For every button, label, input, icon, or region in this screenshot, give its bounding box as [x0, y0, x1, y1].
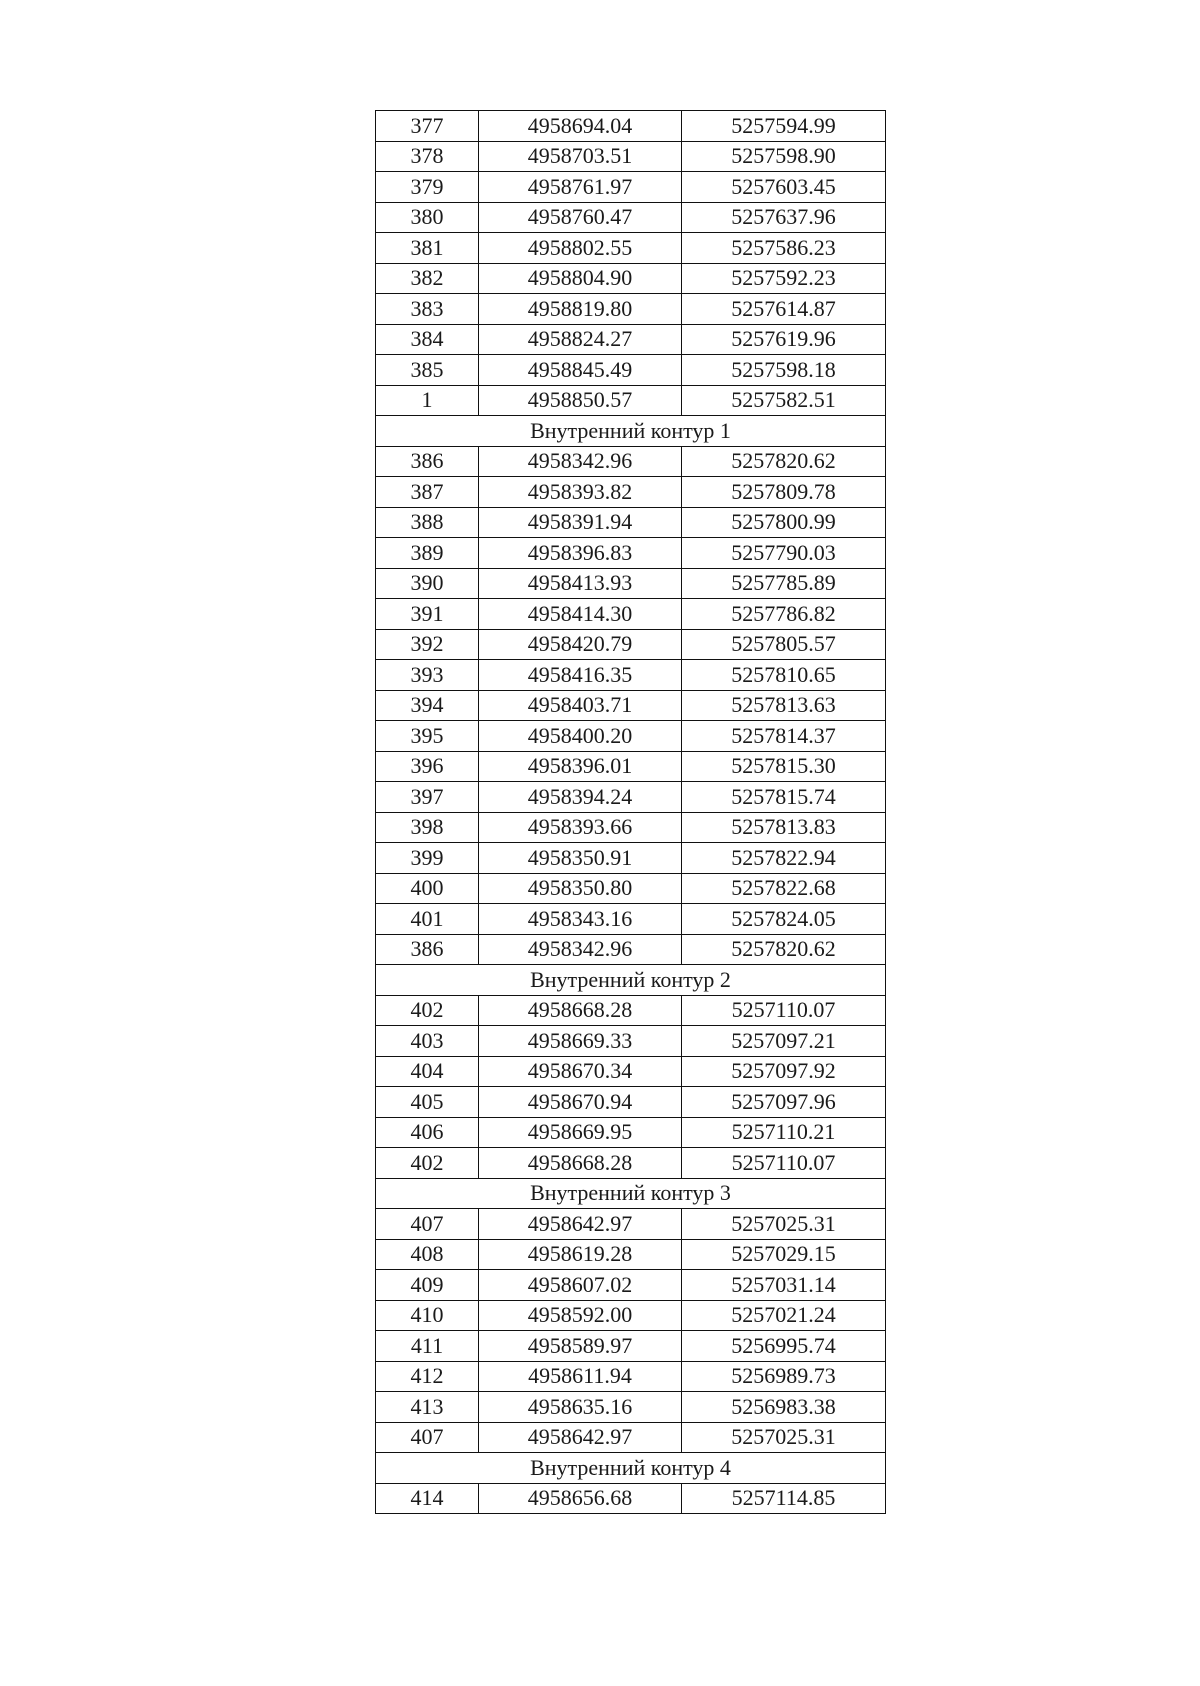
- y-coordinate-cell: 5257110.21: [682, 1117, 886, 1148]
- table-row: [376, 812, 886, 843]
- y-coordinate-cell: 5257820.62: [682, 934, 886, 965]
- y-coordinate-cell: 5257097.21: [682, 1026, 886, 1057]
- table-row: [376, 782, 886, 813]
- y-coordinate-cell: 5257114.85: [682, 1483, 886, 1514]
- x-coordinate-cell: 4958350.80: [479, 873, 682, 904]
- section-header-row: [376, 1453, 886, 1484]
- x-coordinate-cell: 4958850.57: [479, 385, 682, 416]
- x-coordinate-cell: 4958668.28: [479, 995, 682, 1026]
- table-row: [376, 1361, 886, 1392]
- x-coordinate-cell: 4958694.04: [479, 111, 682, 142]
- x-coordinate-cell: 4958669.33: [479, 1026, 682, 1057]
- x-coordinate-cell: 4958656.68: [479, 1483, 682, 1514]
- y-coordinate-cell: 5257021.24: [682, 1300, 886, 1331]
- point-number-cell: 377: [376, 111, 479, 142]
- y-coordinate-cell: 5257786.82: [682, 599, 886, 630]
- x-coordinate-cell: 4958393.66: [479, 812, 682, 843]
- coordinates-table: [375, 110, 886, 1514]
- table-row: [376, 477, 886, 508]
- table-row: [376, 507, 886, 538]
- point-number-cell: 404: [376, 1056, 479, 1087]
- table-row: [376, 294, 886, 325]
- y-coordinate-cell: 5257820.62: [682, 446, 886, 477]
- point-number-cell: 381: [376, 233, 479, 264]
- section-header-row: [376, 416, 886, 447]
- y-coordinate-cell: 5257598.18: [682, 355, 886, 386]
- y-coordinate-cell: 5257603.45: [682, 172, 886, 203]
- x-coordinate-cell: 4958802.55: [479, 233, 682, 264]
- table-row: [376, 934, 886, 965]
- x-coordinate-cell: 4958761.97: [479, 172, 682, 203]
- y-coordinate-cell: 5257025.31: [682, 1209, 886, 1240]
- y-coordinate-cell: 5256989.73: [682, 1361, 886, 1392]
- point-number-cell: 405: [376, 1087, 479, 1118]
- x-coordinate-cell: 4958396.01: [479, 751, 682, 782]
- x-coordinate-cell: 4958400.20: [479, 721, 682, 752]
- table-row: [376, 995, 886, 1026]
- x-coordinate-cell: 4958824.27: [479, 324, 682, 355]
- table-row: [376, 1392, 886, 1423]
- y-coordinate-cell: 5257813.63: [682, 690, 886, 721]
- point-number-cell: 402: [376, 1148, 479, 1179]
- table-row: [376, 904, 886, 935]
- point-number-cell: 386: [376, 446, 479, 477]
- y-coordinate-cell: 5256995.74: [682, 1331, 886, 1362]
- table-row: [376, 324, 886, 355]
- table-row: [376, 1148, 886, 1179]
- point-number-cell: 406: [376, 1117, 479, 1148]
- y-coordinate-cell: 5257110.07: [682, 995, 886, 1026]
- y-coordinate-cell: 5257592.23: [682, 263, 886, 294]
- point-number-cell: 378: [376, 141, 479, 172]
- x-coordinate-cell: 4958804.90: [479, 263, 682, 294]
- y-coordinate-cell: 5257822.94: [682, 843, 886, 874]
- table-row: [376, 263, 886, 294]
- point-number-cell: 383: [376, 294, 479, 325]
- y-coordinate-cell: 5257815.30: [682, 751, 886, 782]
- point-number-cell: 382: [376, 263, 479, 294]
- point-number-cell: 395: [376, 721, 479, 752]
- point-number-cell: 1: [376, 385, 479, 416]
- table-row: [376, 660, 886, 691]
- x-coordinate-cell: 4958611.94: [479, 1361, 682, 1392]
- x-coordinate-cell: 4958607.02: [479, 1270, 682, 1301]
- x-coordinate-cell: 4958703.51: [479, 141, 682, 172]
- table-row: [376, 599, 886, 630]
- point-number-cell: 380: [376, 202, 479, 233]
- section-label: Внутренний контур 4: [376, 1453, 886, 1484]
- point-number-cell: 386: [376, 934, 479, 965]
- point-number-cell: 388: [376, 507, 479, 538]
- section-header-row: [376, 1178, 886, 1209]
- y-coordinate-cell: 5257029.15: [682, 1239, 886, 1270]
- x-coordinate-cell: 4958350.91: [479, 843, 682, 874]
- x-coordinate-cell: 4958670.34: [479, 1056, 682, 1087]
- table-row: [376, 1026, 886, 1057]
- x-coordinate-cell: 4958589.97: [479, 1331, 682, 1362]
- y-coordinate-cell: 5257637.96: [682, 202, 886, 233]
- x-coordinate-cell: 4958669.95: [479, 1117, 682, 1148]
- x-coordinate-cell: 4958668.28: [479, 1148, 682, 1179]
- point-number-cell: 414: [376, 1483, 479, 1514]
- point-number-cell: 407: [376, 1209, 479, 1240]
- point-number-cell: 389: [376, 538, 479, 569]
- x-coordinate-cell: 4958642.97: [479, 1422, 682, 1453]
- x-coordinate-cell: 4958670.94: [479, 1087, 682, 1118]
- table-row: [376, 721, 886, 752]
- table-row: [376, 690, 886, 721]
- y-coordinate-cell: 5257598.90: [682, 141, 886, 172]
- y-coordinate-cell: 5257785.89: [682, 568, 886, 599]
- point-number-cell: 390: [376, 568, 479, 599]
- point-number-cell: 398: [376, 812, 479, 843]
- section-label: Внутренний контур 2: [376, 965, 886, 996]
- point-number-cell: 394: [376, 690, 479, 721]
- x-coordinate-cell: 4958342.96: [479, 446, 682, 477]
- point-number-cell: 392: [376, 629, 479, 660]
- x-coordinate-cell: 4958343.16: [479, 904, 682, 935]
- point-number-cell: 396: [376, 751, 479, 782]
- table-row: [376, 1483, 886, 1514]
- x-coordinate-cell: 4958819.80: [479, 294, 682, 325]
- x-coordinate-cell: 4958760.47: [479, 202, 682, 233]
- table-row: [376, 1270, 886, 1301]
- point-number-cell: 387: [376, 477, 479, 508]
- point-number-cell: 379: [376, 172, 479, 203]
- y-coordinate-cell: 5257809.78: [682, 477, 886, 508]
- point-number-cell: 412: [376, 1361, 479, 1392]
- y-coordinate-cell: 5257097.92: [682, 1056, 886, 1087]
- table-row: [376, 1331, 886, 1362]
- x-coordinate-cell: 4958413.93: [479, 568, 682, 599]
- table-row: [376, 873, 886, 904]
- y-coordinate-cell: 5257790.03: [682, 538, 886, 569]
- table-row: [376, 538, 886, 569]
- point-number-cell: 399: [376, 843, 479, 874]
- y-coordinate-cell: 5257025.31: [682, 1422, 886, 1453]
- table-row: [376, 1300, 886, 1331]
- table-row: [376, 1117, 886, 1148]
- table-row: [376, 233, 886, 264]
- y-coordinate-cell: 5257810.65: [682, 660, 886, 691]
- y-coordinate-cell: 5257822.68: [682, 873, 886, 904]
- table-row: [376, 355, 886, 386]
- y-coordinate-cell: 5257824.05: [682, 904, 886, 935]
- y-coordinate-cell: 5257582.51: [682, 385, 886, 416]
- point-number-cell: 402: [376, 995, 479, 1026]
- x-coordinate-cell: 4958393.82: [479, 477, 682, 508]
- table-row: [376, 1056, 886, 1087]
- x-coordinate-cell: 4958391.94: [479, 507, 682, 538]
- y-coordinate-cell: 5257110.07: [682, 1148, 886, 1179]
- table-row: [376, 385, 886, 416]
- section-label: Внутренний контур 3: [376, 1178, 886, 1209]
- point-number-cell: 393: [376, 660, 479, 691]
- point-number-cell: 403: [376, 1026, 479, 1057]
- point-number-cell: 409: [376, 1270, 479, 1301]
- table-row: [376, 843, 886, 874]
- table-row: [376, 141, 886, 172]
- table-row: [376, 446, 886, 477]
- point-number-cell: 397: [376, 782, 479, 813]
- coordinates-table-body: [376, 111, 886, 1514]
- y-coordinate-cell: 5256983.38: [682, 1392, 886, 1423]
- point-number-cell: 401: [376, 904, 479, 935]
- x-coordinate-cell: 4958342.96: [479, 934, 682, 965]
- x-coordinate-cell: 4958845.49: [479, 355, 682, 386]
- table-row: [376, 629, 886, 660]
- point-number-cell: 391: [376, 599, 479, 630]
- point-number-cell: 413: [376, 1392, 479, 1423]
- point-number-cell: 400: [376, 873, 479, 904]
- y-coordinate-cell: 5257614.87: [682, 294, 886, 325]
- x-coordinate-cell: 4958394.24: [479, 782, 682, 813]
- y-coordinate-cell: 5257805.57: [682, 629, 886, 660]
- table-row: [376, 1239, 886, 1270]
- y-coordinate-cell: 5257594.99: [682, 111, 886, 142]
- x-coordinate-cell: 4958635.16: [479, 1392, 682, 1423]
- x-coordinate-cell: 4958416.35: [479, 660, 682, 691]
- x-coordinate-cell: 4958592.00: [479, 1300, 682, 1331]
- point-number-cell: 407: [376, 1422, 479, 1453]
- y-coordinate-cell: 5257813.83: [682, 812, 886, 843]
- x-coordinate-cell: 4958420.79: [479, 629, 682, 660]
- point-number-cell: 408: [376, 1239, 479, 1270]
- x-coordinate-cell: 4958642.97: [479, 1209, 682, 1240]
- table-row: [376, 751, 886, 782]
- point-number-cell: 411: [376, 1331, 479, 1362]
- x-coordinate-cell: 4958396.83: [479, 538, 682, 569]
- point-number-cell: 410: [376, 1300, 479, 1331]
- y-coordinate-cell: 5257800.99: [682, 507, 886, 538]
- x-coordinate-cell: 4958619.28: [479, 1239, 682, 1270]
- point-number-cell: 385: [376, 355, 479, 386]
- x-coordinate-cell: 4958414.30: [479, 599, 682, 630]
- section-label: Внутренний контур 1: [376, 416, 886, 447]
- x-coordinate-cell: 4958403.71: [479, 690, 682, 721]
- table-row: [376, 111, 886, 142]
- section-header-row: [376, 965, 886, 996]
- table-row: [376, 1422, 886, 1453]
- table-row: [376, 202, 886, 233]
- y-coordinate-cell: 5257097.96: [682, 1087, 886, 1118]
- table-row: [376, 1209, 886, 1240]
- y-coordinate-cell: 5257619.96: [682, 324, 886, 355]
- table-row: [376, 1087, 886, 1118]
- point-number-cell: 384: [376, 324, 479, 355]
- y-coordinate-cell: 5257031.14: [682, 1270, 886, 1301]
- y-coordinate-cell: 5257586.23: [682, 233, 886, 264]
- y-coordinate-cell: 5257815.74: [682, 782, 886, 813]
- table-row: [376, 172, 886, 203]
- y-coordinate-cell: 5257814.37: [682, 721, 886, 752]
- table-row: [376, 568, 886, 599]
